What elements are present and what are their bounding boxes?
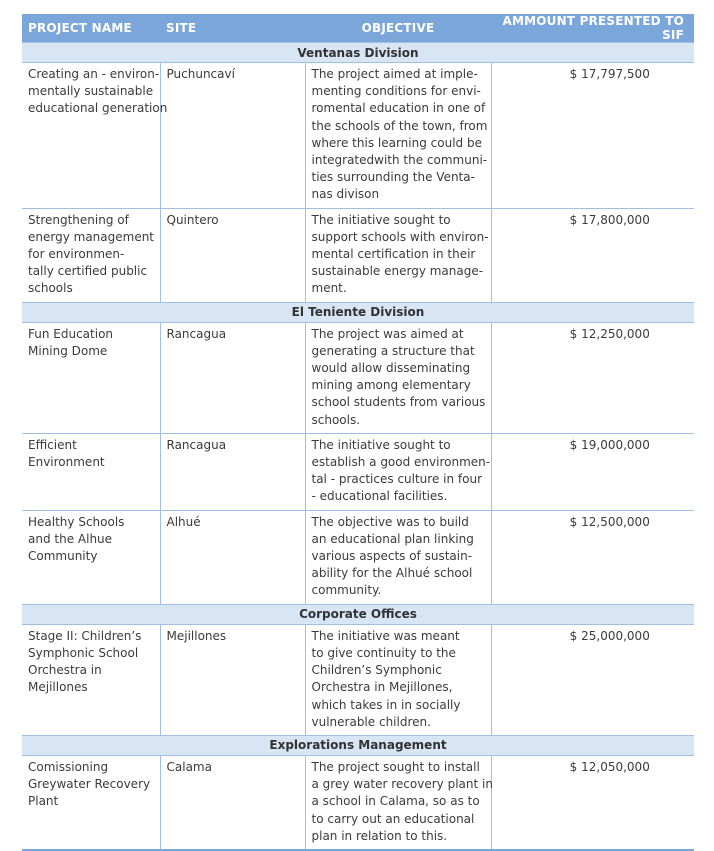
objective-cell <box>305 624 491 735</box>
text-line: Fun Education <box>28 326 114 341</box>
table-row <box>22 208 694 302</box>
text-line: mining among elementary <box>311 378 471 393</box>
site-cell: Calama <box>160 755 305 850</box>
header-objective: OBJECTIVE <box>305 14 491 43</box>
text-line: The project was aimed at <box>311 326 464 341</box>
amount-cell: $ 12,500,000 <box>491 510 694 604</box>
table-row <box>22 510 694 604</box>
division-label: El Teniente Division <box>22 302 694 322</box>
text-line: nas divison <box>311 187 380 202</box>
header-row <box>22 14 694 43</box>
amount-cell: $ 17,797,500 <box>491 63 694 209</box>
text-line: where this learning could be <box>311 135 482 150</box>
text-line: Community <box>28 549 98 564</box>
objective-cell <box>305 63 491 209</box>
text-line: Comissioning <box>28 759 109 774</box>
site-cell: Alhué <box>160 510 305 604</box>
text-line: would allow disseminating <box>311 361 471 376</box>
site-cell: Quintero <box>160 208 305 302</box>
text-line: schools <box>28 281 73 296</box>
text-line: plan in relation to this. <box>311 828 448 843</box>
text-line: to give continuity to the <box>311 645 456 660</box>
text-line: Creating an - environ- <box>28 67 160 81</box>
text-line: The project sought to install <box>311 759 480 774</box>
amount-cell: $ 17,800,000 <box>491 208 694 302</box>
division-label: Ventanas Division <box>22 43 694 63</box>
text-line: sustainable energy manage- <box>311 264 484 279</box>
header-site: SITE <box>160 14 305 43</box>
text-line: which takes in in socially <box>311 697 461 712</box>
amount-cell: $ 12,050,000 <box>491 755 694 850</box>
project-name-cell <box>22 63 168 209</box>
text-line: tal - practices culture in four <box>311 472 483 487</box>
text-line: a grey water recovery plant in <box>311 777 493 792</box>
division-row-corporate <box>22 604 694 624</box>
text-line: integratedwith the communi- <box>311 153 488 168</box>
project-name-cell <box>22 624 160 735</box>
text-line: educational generation <box>28 101 168 116</box>
division-row-ventanas <box>22 43 694 63</box>
text-line: ment. <box>311 281 347 296</box>
text-line: Strengthening of <box>28 212 129 227</box>
header-amount: AMMOUNT PRESENTED TO SIF <box>491 14 694 43</box>
project-name-cell <box>22 433 160 510</box>
text-line: generating a structure that <box>311 343 475 358</box>
text-line: The initiative was meant <box>311 628 460 643</box>
text-line: mentally sustainable <box>28 84 154 99</box>
division-row-el-teniente <box>22 302 694 322</box>
text-line: ability for the Alhué school <box>311 566 473 581</box>
text-line: Mining Dome <box>28 343 108 358</box>
text-line: Healthy Schools <box>28 514 125 529</box>
text-line: vulnerable children. <box>311 714 431 729</box>
amount-cell: $ 12,250,000 <box>491 322 694 433</box>
site-cell: Puchuncaví <box>160 63 305 209</box>
text-line: schools. <box>311 412 361 427</box>
text-line: The project aimed at imple- <box>311 67 478 81</box>
header-project-name: PROJECT NAME <box>22 14 160 43</box>
amount-cell: $ 19,000,000 <box>491 433 694 510</box>
text-line: The initiative sought to <box>311 212 451 227</box>
objective-cell <box>305 510 491 604</box>
text-line: Stage II: Children’s <box>28 628 142 643</box>
text-line: and the Alhue <box>28 531 113 546</box>
text-line: establish a good environmen- <box>311 455 491 470</box>
text-line: Children’s Symphonic <box>311 663 442 678</box>
text-line: ties surrounding the Venta- <box>311 170 475 185</box>
text-line: romental education in one of <box>311 101 486 116</box>
text-line: energy management <box>28 229 155 244</box>
table-row <box>22 433 694 510</box>
text-line: the schools of the town, from <box>311 118 488 133</box>
division-label: Explorations Management <box>22 735 694 755</box>
objective-cell <box>305 322 491 433</box>
text-line: Greywater Recovery <box>28 777 151 792</box>
site-cell: Mejillones <box>160 624 305 735</box>
objective-cell <box>305 433 491 510</box>
projects-table <box>22 14 694 851</box>
text-line: The initiative sought to <box>311 437 451 452</box>
table-row <box>22 755 694 850</box>
text-line: an educational plan linking <box>311 531 474 546</box>
text-line: - educational facilities. <box>311 489 448 504</box>
table-row <box>22 624 694 735</box>
text-line: a school in Calama, so as to <box>311 794 480 809</box>
objective-cell <box>305 208 491 302</box>
text-line: The objective was to build <box>311 514 469 529</box>
text-line: Orchestra in <box>28 663 102 678</box>
text-line: Plant <box>28 794 59 809</box>
table-row <box>22 63 694 209</box>
text-line: school students from various <box>311 395 486 410</box>
text-line: Environment <box>28 455 105 470</box>
project-name-cell <box>22 322 160 433</box>
project-name-cell <box>22 510 160 604</box>
text-line: support schools with environ- <box>311 229 489 244</box>
text-line: community. <box>311 583 382 598</box>
text-line: various aspects of sustain- <box>311 549 473 564</box>
text-line: tally certified public <box>28 264 148 279</box>
text-line: menting conditions for envi- <box>311 84 481 99</box>
text-line: Efficient <box>28 437 77 452</box>
text-line: mental certification in their <box>311 247 476 262</box>
division-row-explorations <box>22 735 694 755</box>
site-cell: Rancagua <box>160 433 305 510</box>
text-line: Orchestra in Mejillones, <box>311 680 453 695</box>
text-line: for environmen- <box>28 247 125 262</box>
text-line: Mejillones <box>28 680 88 695</box>
division-label: Corporate Offices <box>22 604 694 624</box>
table-row <box>22 322 694 433</box>
project-name-cell <box>22 755 160 850</box>
project-name-cell <box>22 208 160 302</box>
objective-cell <box>305 755 491 850</box>
amount-cell: $ 25,000,000 <box>491 624 694 735</box>
text-line: Symphonic School <box>28 645 139 660</box>
text-line: to carry out an educational <box>311 811 475 826</box>
site-cell: Rancagua <box>160 322 305 433</box>
